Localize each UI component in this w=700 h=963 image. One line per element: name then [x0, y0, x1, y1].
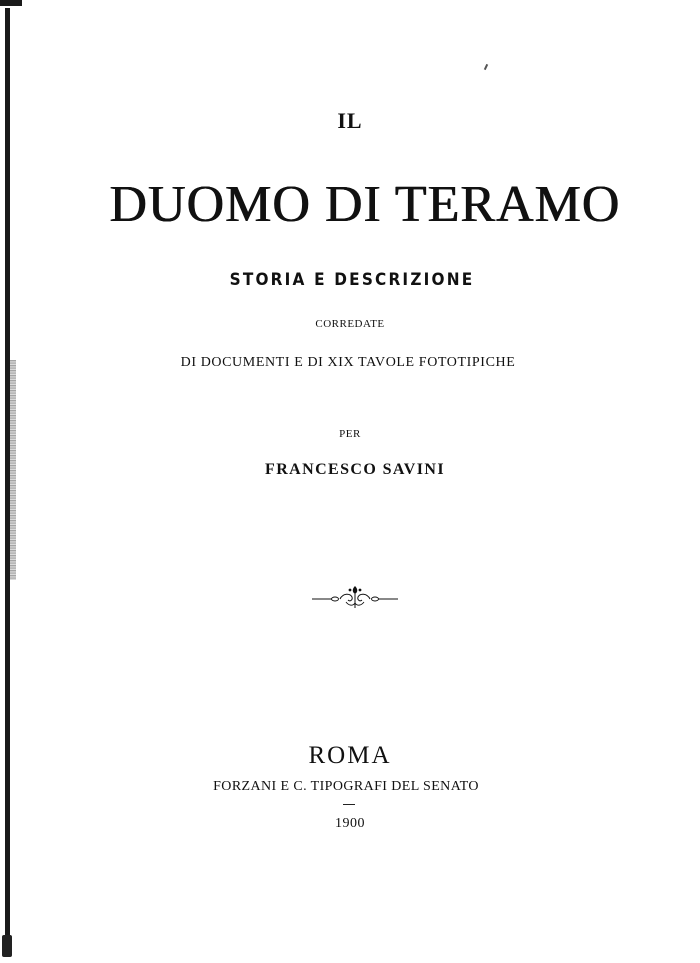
title-article: IL	[337, 108, 363, 133]
author-name: FRANCESCO SAVINI	[265, 461, 445, 478]
binding-bottom-mark	[2, 935, 12, 957]
main-title: DUOMO DI TERAMO	[109, 176, 621, 233]
imprint-publisher: FORZANI E C. TIPOGRAFI DEL SENATO	[213, 779, 479, 794]
imprint-year: 1900	[335, 816, 365, 831]
imprint-city: ROMA	[308, 742, 392, 769]
subtitle: STORIA E DESCRIZIONE	[229, 270, 475, 290]
connector-text: CORREDATE	[315, 318, 385, 330]
supplement-text: DI DOCUMENTI E DI XIX TAVOLE FOTOTIPICHE	[180, 355, 516, 370]
floral-vignette-icon	[310, 584, 400, 610]
imprint-divider	[343, 804, 355, 805]
by-text: PER	[339, 428, 361, 440]
scan-speck	[484, 64, 488, 70]
binding-corner	[0, 0, 22, 6]
